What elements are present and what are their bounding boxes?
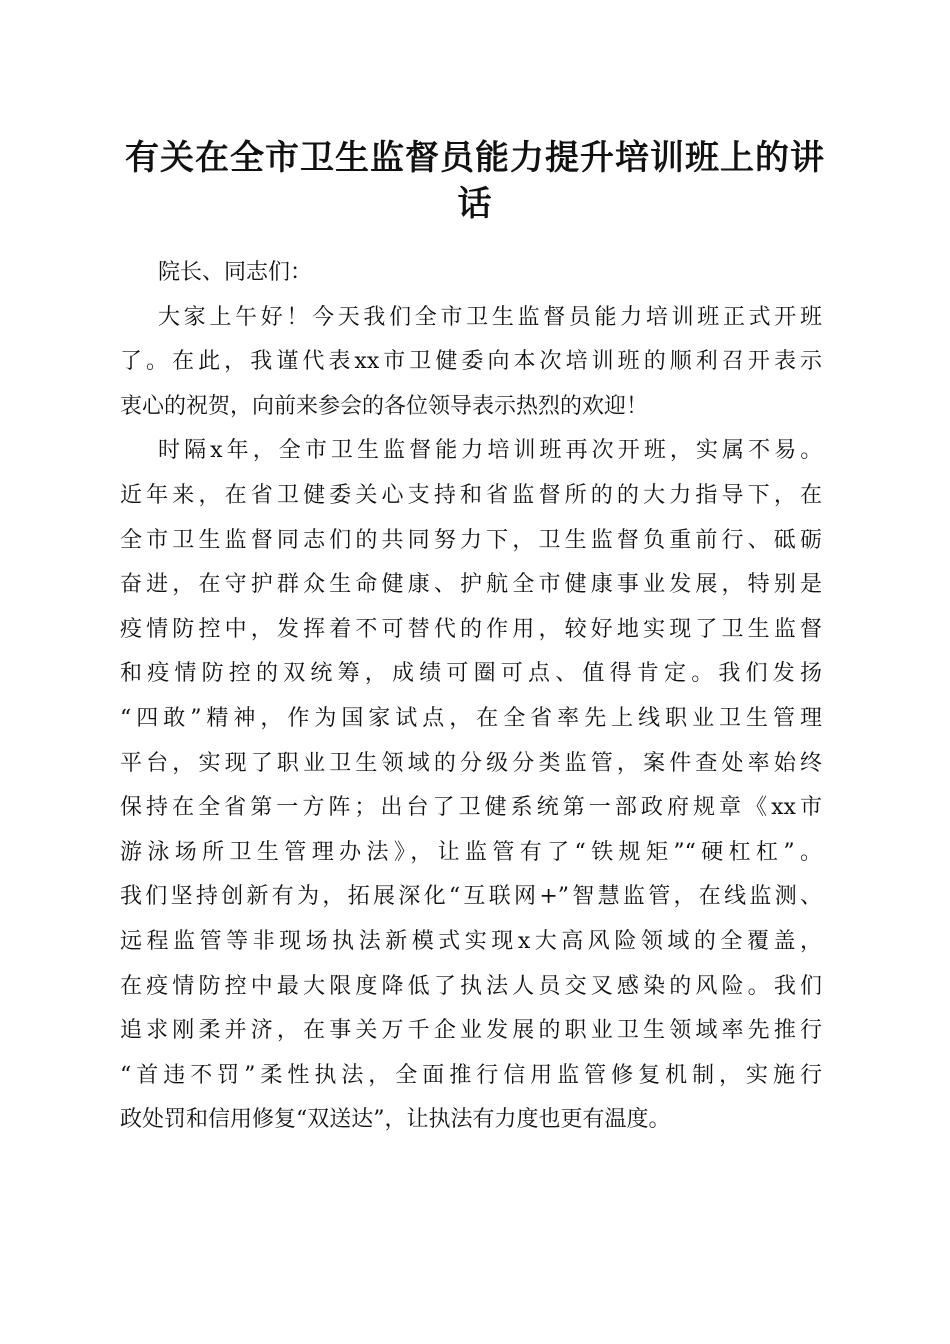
paragraph-line: 疫情防控中，发挥着不可替代的作用，较好地实现了卫生监督 bbox=[120, 616, 822, 642]
paragraph-line: 远程监管等非现场执法新模式实现x大高风险领域的全覆盖， bbox=[120, 928, 822, 954]
paragraph-line: 大家上午好！今天我们全市卫生监督员能力培训班正式开班 bbox=[158, 304, 822, 330]
paragraph-line: 保持在全省第一方阵；出台了卫健系统第一部政府规章《xx市 bbox=[120, 795, 822, 821]
paragraph-line: “首违不罚”柔性执法，全面推行信用监管修复机制，实施行 bbox=[120, 1062, 822, 1088]
title-line: 有关在全市卫生监督员能力提升培训班上的讲 bbox=[125, 138, 825, 178]
paragraph bbox=[120, 296, 822, 430]
paragraph-line: 平台，实现了职业卫生领域的分级分类监管，案件查处率始终 bbox=[120, 750, 822, 776]
document-title bbox=[100, 135, 850, 227]
paragraph-line: 追求刚柔并济，在事关万千企业发展的职业卫生领域率先推行 bbox=[120, 1018, 822, 1044]
paragraph-line: 衷心的祝贺，向前来参会的各位领导表示热烈的欢迎！ bbox=[120, 393, 649, 419]
paragraph-line: 近年来，在省卫健委关心支持和省监督所的的大力指导下，在 bbox=[120, 482, 822, 508]
paragraph-line: 政处罚和信用修复“双送达”，让执法有力度也更有温度。 bbox=[120, 1107, 671, 1133]
paragraph-line: 我们坚持创新有为，拓展深化“互联网+”智慧监管，在线监测、 bbox=[120, 884, 822, 910]
paragraph-line: 了。在此，我谨代表xx市卫健委向本次培训班的顺利召开表示 bbox=[120, 349, 822, 375]
paragraph-line: 全市卫生监督同志们的共同努力下，卫生监督负重前行、砥砺 bbox=[120, 527, 822, 553]
paragraph-line: 时隔x年，全市卫生监督能力培训班再次开班，实属不易。 bbox=[158, 438, 822, 464]
paragraph-line: 游泳场所卫生管理办法》，让监管有了“铁规矩”“硬杠杠”。 bbox=[120, 839, 822, 865]
title-line: 话 bbox=[457, 184, 493, 224]
paragraph bbox=[120, 429, 822, 1143]
paragraph-line: 和疫情防控的双统筹，成绩可圈可点、值得肯定。我们发扬 bbox=[120, 661, 822, 687]
paragraph-line: “四敢”精神，作为国家试点，在全省率先上线职业卫生管理 bbox=[120, 705, 822, 731]
paragraph-line: 奋进，在守护群众生命健康、护航全市健康事业发展，特别是 bbox=[120, 572, 822, 598]
paragraph-line: 在疫情防控中最大限度降低了执法人员交叉感染的风险。我们 bbox=[120, 973, 822, 999]
salutation: 院长、同志们： bbox=[158, 260, 313, 285]
document-body bbox=[120, 251, 822, 1143]
